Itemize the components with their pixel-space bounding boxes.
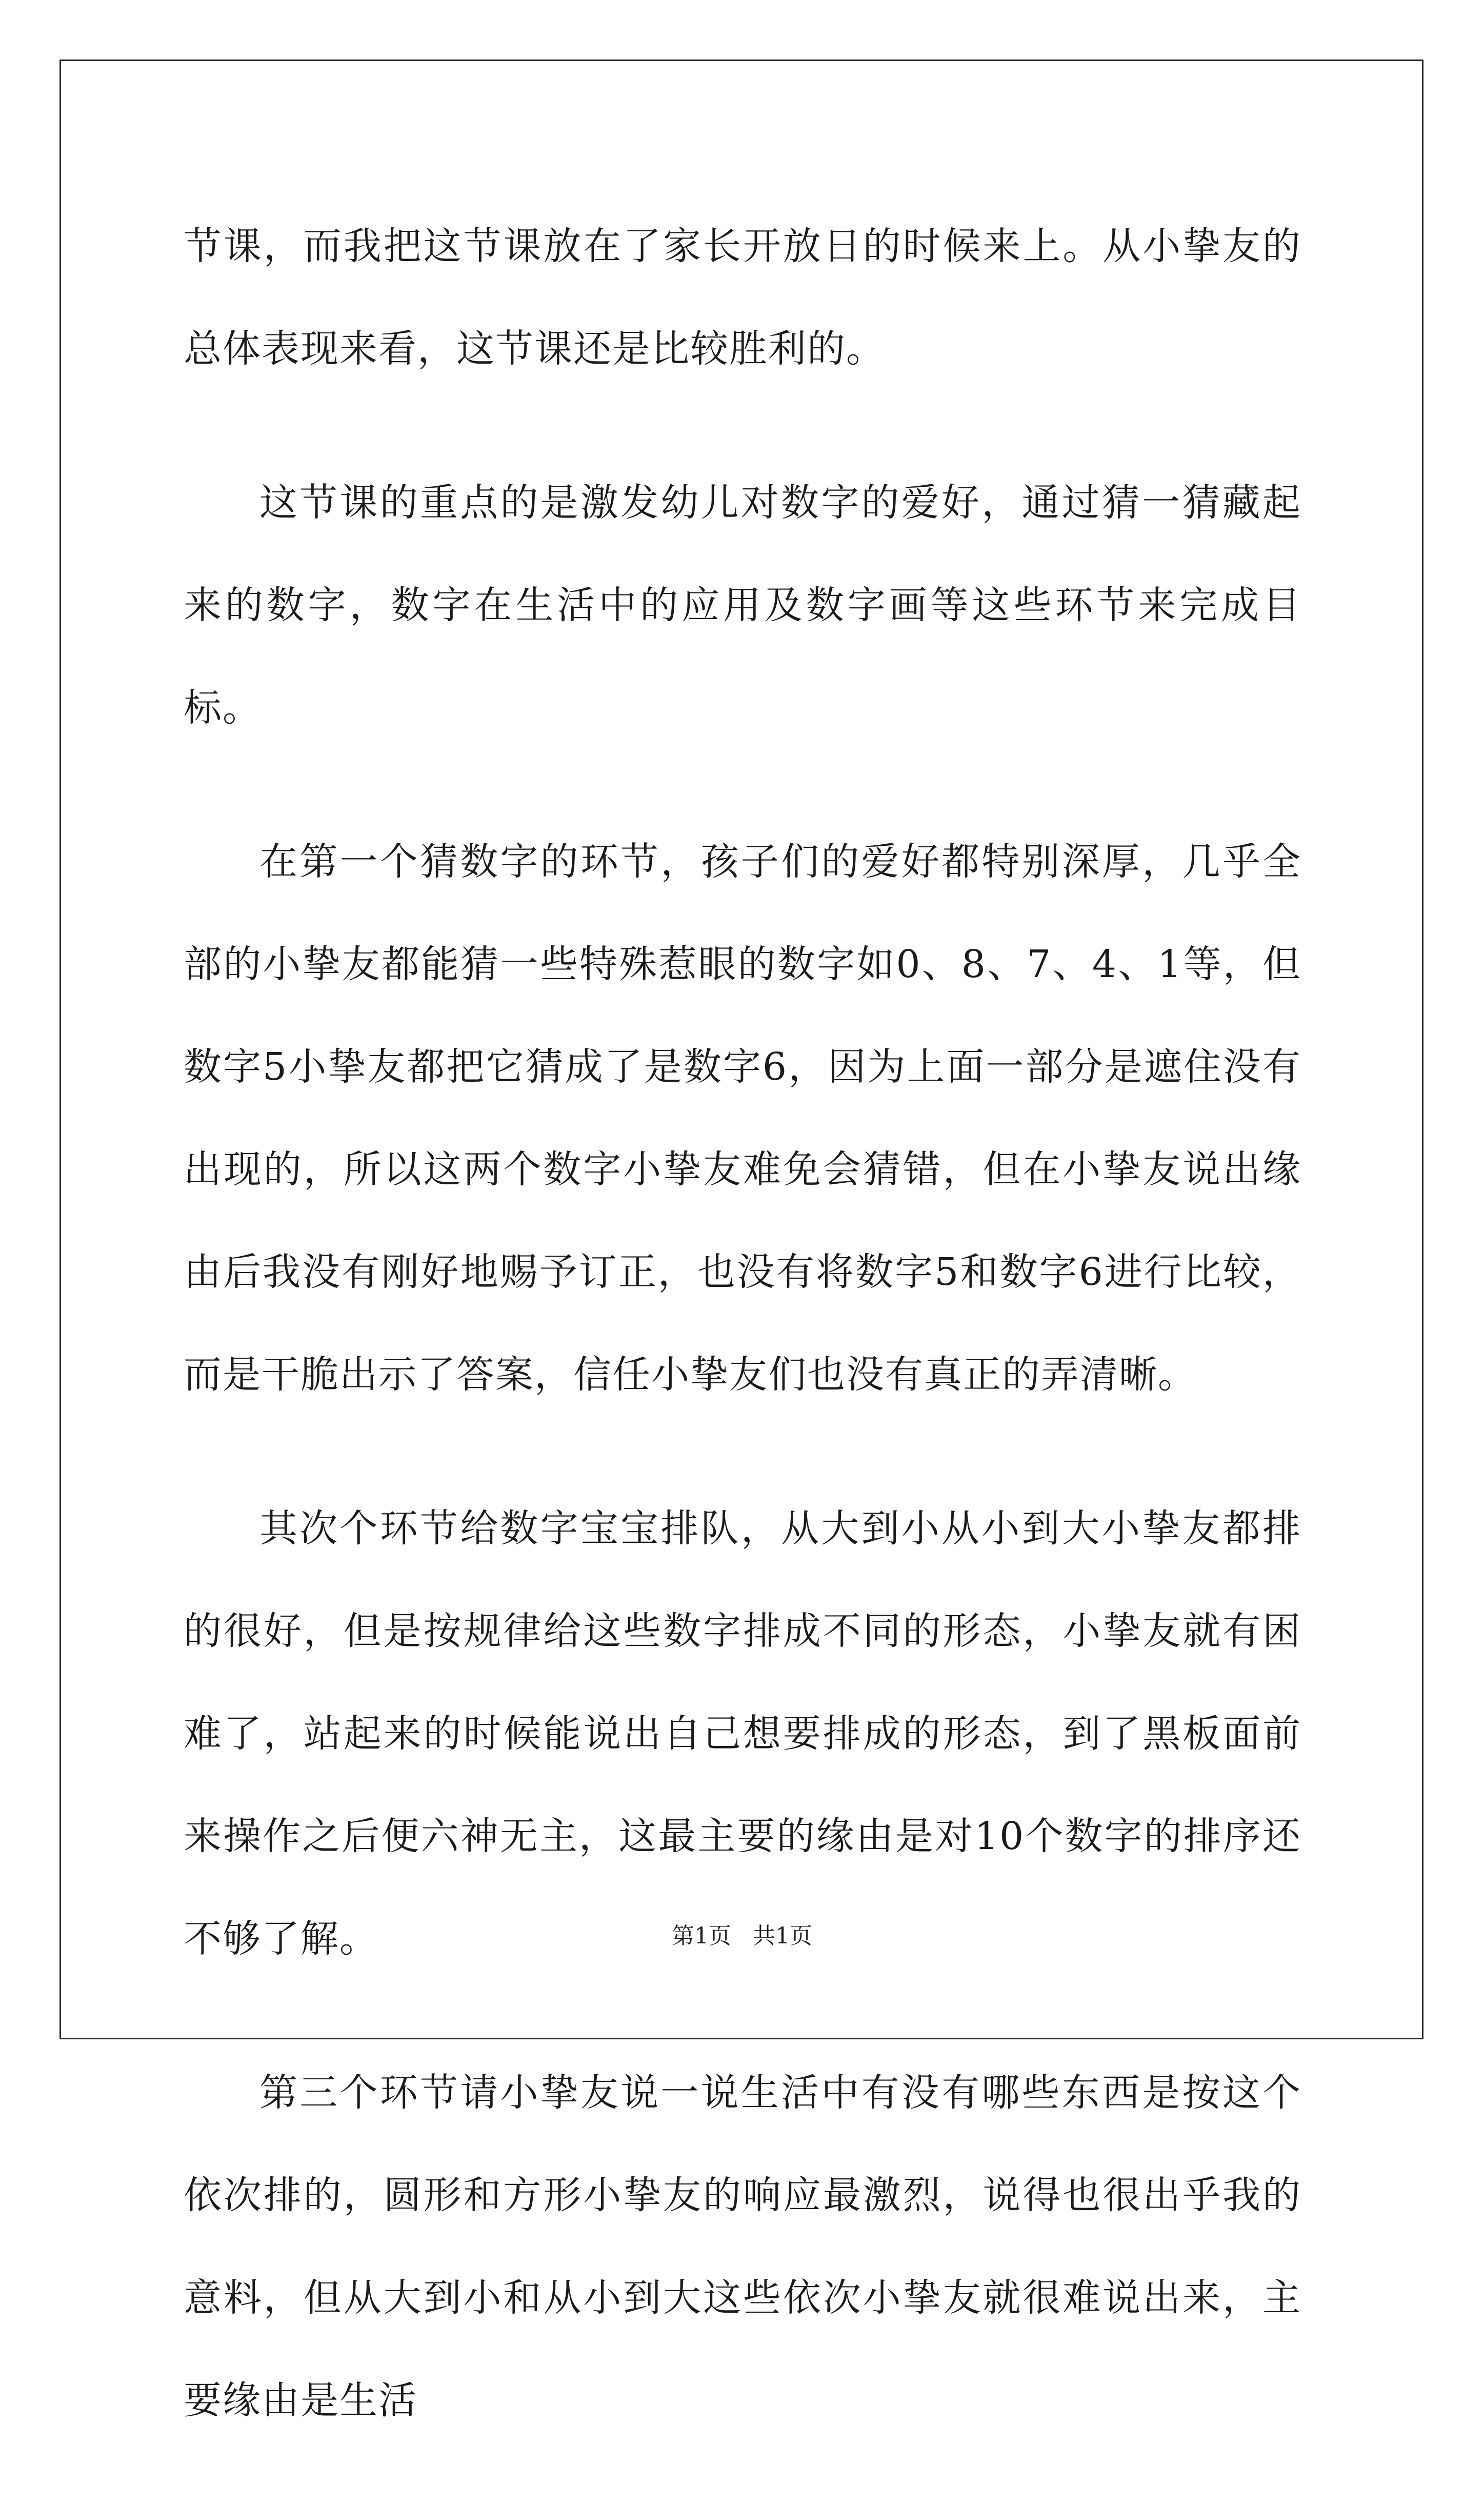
page-footer [0,1921,1484,1952]
page-total: 共1页 [753,1923,812,1949]
paragraph-5: 第三个环节请小挚友说一说生活中有没有哪些东西是按这个依次排的，圆形和方形小挚友的响应最激烈，说得也很出乎我的意料，但从大到小和从小到大这些依次小挚友就很难说出来，主要缘由是生活 [184,2071,1301,2422]
paragraph-1: 节课，而我把这节课放在了家长开放日的时候来上。从小挚友的总体表现来看，这节课还是比较胜利的。 [184,224,1301,371]
document-body [184,195,1301,2503]
paragraph-2: 这节课的重点的是激发幼儿对数字的爱好，通过猜一猜藏起来的数字，数字在生活中的应用及数字画等这些环节来完成目标。 [184,481,1301,730]
paragraph-3: 在第一个猜数字的环节，孩子们的爱好都特别深厚，几乎全部的小挚友都能猜一些特殊惹眼的数字如0、8、7、4、1等，但数字5小挚友都把它猜成了是数字6，因为上面一部分是遮住没有出现的，所以这两个数字小挚友难免会猜错，但在小挚友说出缘由后我没有刚好地赐予订正，也没有将数字5和数字6进行比较，而是干脆出示了答案，信任小挚友们也没有真正的弄清晰。 [184,840,1301,1397]
paragraph-4: 其次个环节给数字宝宝排队，从大到小从小到大小挚友都排的很好，但是按规律给这些数字排成不同的形态，小挚友就有困难了，站起来的时候能说出自己想要排成的形态，到了黑板面前来操作之后便六神无主，这最主要的缘由是对10个数字的排序还不够了解。 [184,1506,1301,1961]
page-number: 第1页 [672,1923,731,1949]
